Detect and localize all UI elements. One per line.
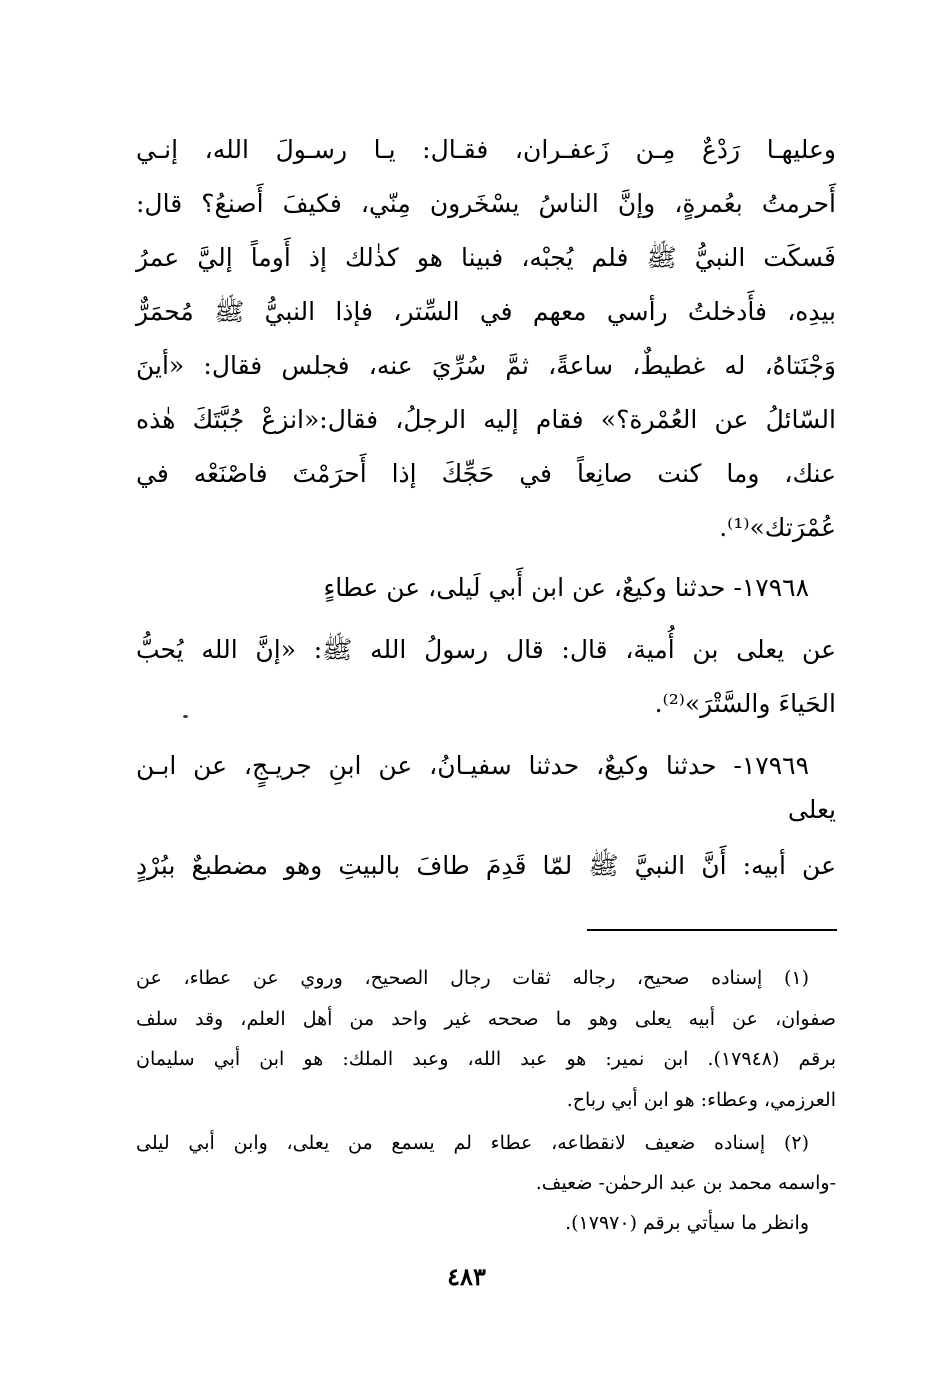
footnote-1-line-4: العرزمي، وعطاء: هو ابن أبي رباح.	[566, 1089, 836, 1111]
page-number: ٤٨٣	[447, 1262, 486, 1291]
body-line-1: وعليهـا رَدْعٌ مِـن زَعفـران، فقـال: يـا رسـولَ الله، إنـي	[136, 135, 836, 164]
hadith-17969-text: عن أبيه: أَنَّ النبيَّ ﷺ لمّا قَدِمَ طافَ بالبيتِ وهو مضطبعٌ ببُرْدٍ	[136, 851, 836, 880]
footnote-1-line-1: (١) إسناده صحيح، رجاله ثقات رجال الصحيح، وروي عن عطاء، عن	[136, 967, 809, 989]
body-line-4: بيدِه، فأَدخلتُ رأسي معهم في السِّتر، فإذا النبيُّ ﷺ مُحمَرٌّ	[136, 297, 836, 326]
hadith-17968-isnad: ١٧٩٦٨- حدثنا وكيعٌ، عن ابن أَبي لَيلى، عن عطاءٍ	[323, 573, 809, 602]
hadith-17969-isnad-end: يعلى	[787, 795, 836, 824]
footnote-1-line-2: صفوان، عن أبيه يعلى وهو ما صححه غير واحد من أهل العلم، وقد سلف	[136, 1008, 836, 1030]
footnote-separator	[587, 929, 837, 931]
footnote-1-line-3: برقم (١٧٩٤٨). ابن نمير: هو عبد الله، وعبد الملك: هو ابن أبي سليمان	[136, 1048, 836, 1070]
hadith-17968-text-end: الحَياءَ والسَّتْرَ»⁽²⁾.	[654, 689, 836, 718]
hadith-17968-text: عن يعلى بن أُمية، قال: قال رسولُ الله ﷺ: «إنَّ الله يُحبُّ	[136, 635, 836, 664]
body-line-7: عنك، وما كنت صانِعاً في حَجِّكَ إذا أَحرَمْتَ فاصْنَعْه في	[136, 459, 836, 488]
body-line-8: عُمْرَتك»⁽¹⁾.	[719, 513, 836, 542]
footnote-2-line-1: (٢) إسناده ضعيف لانقطاعه، عطاء لم يسمع من يعلى، وابن أبي ليلى	[136, 1132, 809, 1154]
body-line-6: السّائلُ عن العُمْرة؟» فقام إليه الرجلُ، فقال:«انزعْ جُبَّتَكَ هٰذه	[136, 405, 836, 434]
footnote-2-line-3: وانظر ما سيأتي برقم (١٧٩٧٠).	[565, 1212, 809, 1234]
hadith-17969-isnad: ١٧٩٦٩- حدثنا وكيعٌ، حدثنا سفيـانُ، عن ابنِ جريـجٍ، عن ابـن	[136, 751, 809, 780]
footnote-2-line-2: -واسمه محمد بن عبد الرحمٰن- ضعيف.	[535, 1172, 836, 1194]
body-line-3: فَسكَت النبيُّ ﷺ فلم يُجبْه، فبينا هو كذٰلك إذ أَوماً إليَّ عمرُ	[136, 243, 836, 272]
body-line-2: أَحرمتُ بعُمرةٍ، وإنَّ الناسُ يسْخَرون مِنّي، فكيفَ أَصنعُ؟ قال:	[136, 189, 836, 218]
print-speck	[183, 715, 188, 718]
body-line-5: وَجْنَتاهُ، له غطيطٌ، ساعةً، ثمَّ سُرِّيَ عنه، فجلس فقال: «أينَ	[136, 351, 836, 380]
